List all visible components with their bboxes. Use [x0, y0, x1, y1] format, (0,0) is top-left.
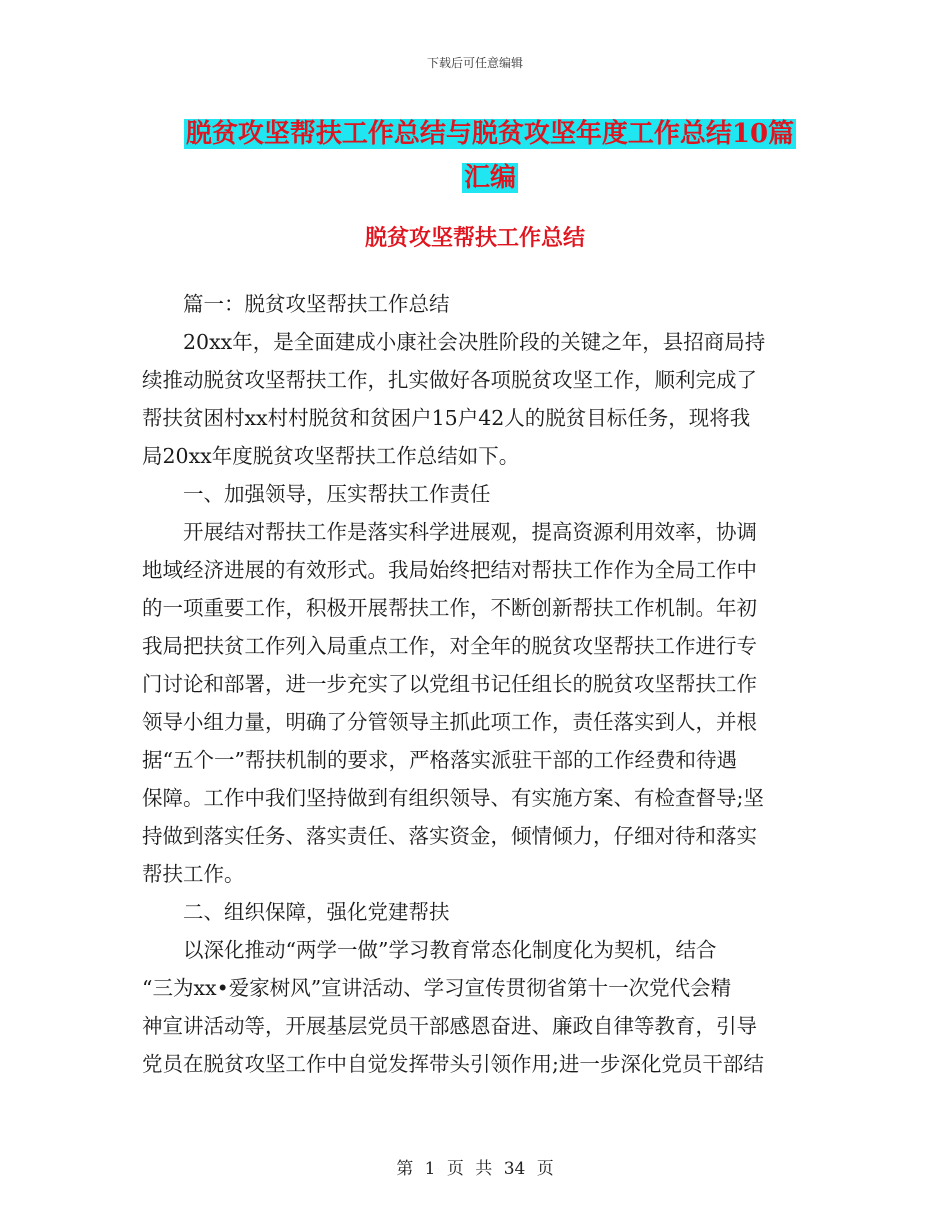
heading-chapter-one: 篇一：脱贫攻坚帮扶工作总结 — [183, 292, 450, 316]
page-footer: 第 1 页 共 34 页 — [396, 1159, 554, 1179]
paragraph-line: 开展结对帮扶工作是落实科学进展观，提高资源利用效率，协调 — [183, 520, 757, 544]
paragraph-line: 以深化推动“两学一做”学习教育常态化制度化为契机，结合 — [183, 938, 717, 962]
heading-section-two: 二、组织保障，强化党建帮扶 — [183, 900, 450, 924]
paragraph-line: 神宣讲活动等，开展基层党员干部感恩奋进、廉政自律等教育，引导 — [142, 1014, 757, 1038]
paragraph-line: 局20xx年度脱贫攻坚帮扶工作总结如下。 — [142, 444, 520, 468]
paragraph-line: 领导小组力量，明确了分管领导主抓此项工作，责任落实到人，并根 — [142, 710, 757, 734]
document-title — [140, 112, 840, 200]
paragraph-line: 据“五个一”帮扶机制的要求，严格落实派驻干部的工作经费和待遇 — [142, 748, 737, 772]
body-text — [142, 285, 808, 1083]
heading-section-one: 一、加强领导，压实帮扶工作责任 — [183, 482, 491, 506]
paragraph-line: 门讨论和部署，进一步充实了以党组书记任组长的脱贫攻坚帮扶工作 — [142, 672, 757, 696]
paragraph-line: 帮扶贫困村xx村村脱贫和贫困户15户42人的脱贫目标任务，现将我 — [142, 406, 751, 430]
header-note: 下载后可任意编辑 — [426, 56, 523, 70]
paragraph-line: 20xx年，是全面建成小康社会决胜阶段的关键之年，县招商局持 — [183, 330, 766, 354]
paragraph-line: 持做到落实任务、落实责任、落实资金，倾情倾力，仔细对待和落实 — [142, 824, 757, 848]
paragraph-line: 我局把扶贫工作列入局重点工作，对全年的脱贫攻坚帮扶工作进行专 — [142, 634, 757, 658]
paragraph-line: 党员在脱贫攻坚工作中自觉发挥带头引领作用;进一步深化党员干部结 — [142, 1052, 764, 1076]
section-title: 脱贫攻坚帮扶工作总结 — [364, 225, 585, 251]
paragraph-line: 保障。工作中我们坚持做到有组织领导、有实施方案、有检查督导;坚 — [142, 786, 764, 810]
paragraph-line: 的一项重要工作，积极开展帮扶工作，不断创新帮扶工作机制。年初 — [142, 596, 757, 620]
paragraph-line: 地域经济进展的有效形式。我局始终把结对帮扶工作作为全局工作中 — [142, 558, 757, 582]
paragraph-line: 续推动脱贫攻坚帮扶工作，扎实做好各项脱贫攻坚工作，顺利完成了 — [142, 368, 757, 392]
document-title-line-1: 脱贫攻坚帮扶工作总结与脱贫攻坚年度工作总结10篇 — [185, 119, 795, 149]
paragraph-line: 帮扶工作。 — [142, 862, 245, 886]
document-title-line-2: 汇编 — [463, 163, 516, 193]
paragraph-line: “三为xx•爱家树风”宣讲活动、学习宣传贯彻省第十一次党代会精 — [142, 976, 732, 1000]
